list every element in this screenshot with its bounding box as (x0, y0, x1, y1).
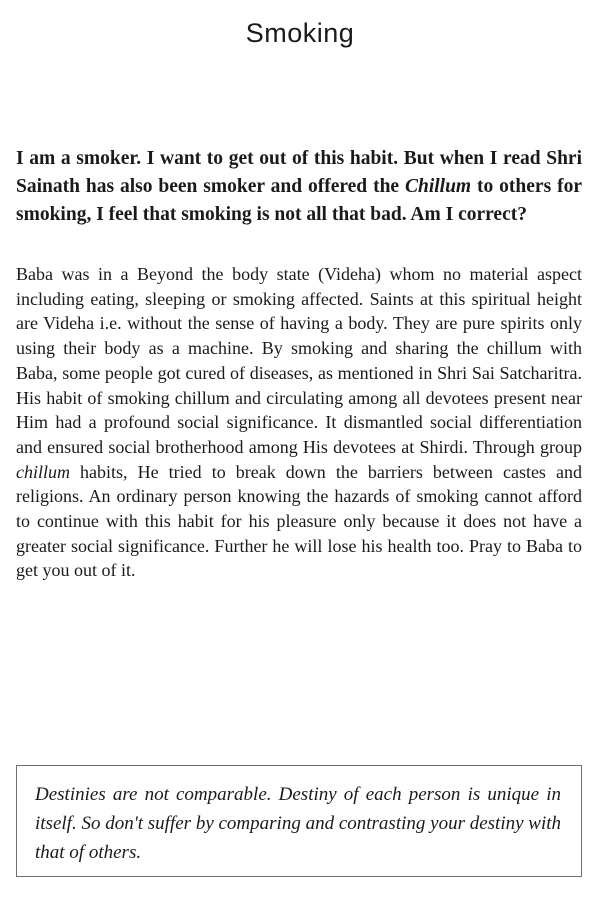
question-paragraph (16, 145, 582, 229)
answer-text-end: habits, He tried to break down the barriers between castes and religions. An ordinary person knowing the hazards of smoking cannot afford to continue with this habit for his pleasure only because it does not have a greater social significance. Further he will lose his health too. Pray to Baba to get you out of it. (16, 461, 582, 581)
question-text-start: I am a smoker. I want to get out of this habit. But when I read Shri Sainath has also been smoker and offered the (16, 148, 582, 197)
page-title: Smoking (245, 18, 355, 48)
answer-paragraph (16, 262, 582, 583)
question-italic-term: Chillum (404, 176, 472, 197)
question-text-end: to others for smoking, I feel that smoking is not all that bad. Am I correct? (16, 176, 582, 225)
answer-italic-term: chillum (16, 461, 70, 482)
quote-box (16, 765, 582, 877)
answer-text-start: Baba was in a Beyond the body state (Videha) whom no material aspect including eating, sleeping or smoking affected. Saints at this spiritual height are Videha i.e. without the sense of having a body. They are pure spirits only using their body as a machine. By smoking and sharing the chillum with Baba, some people got cured of diseases, as mentioned in Shri Sai Satcharitra. His habit of smoking chillum and circulating among all devotees present near Him had a profound social significance. It dismantled social differentiation and ensured social brotherhood among His devotees at Shirdi. Through group (16, 264, 582, 457)
quote-text: Destinies are not comparable. Destiny of each person is unique in itself. So don't suffer by comparing and contrasting your destiny with that of others. (35, 784, 562, 863)
